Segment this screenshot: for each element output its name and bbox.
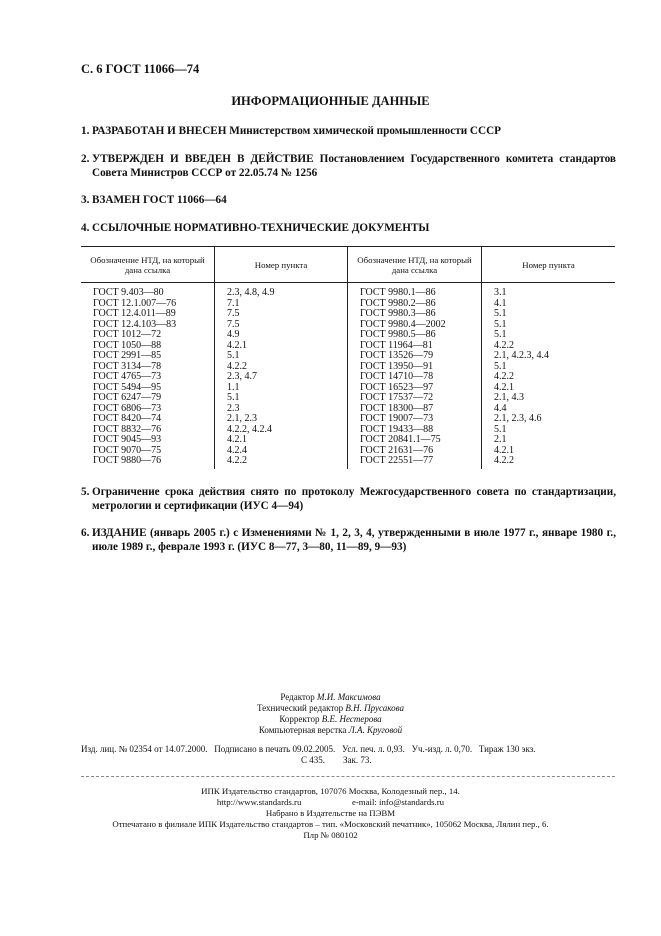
credit-line: Технический редактор В.Н. Прусакова <box>256 703 405 713</box>
table-row <box>81 320 615 331</box>
col-item-header: Номер пункта <box>482 247 616 283</box>
info-item-3 <box>81 193 616 207</box>
publishing-info <box>81 744 615 766</box>
item-number: 3. <box>81 194 90 206</box>
doc-cell: ГОСТ 4765—73 <box>81 372 215 383</box>
item-cell: 4.9 <box>215 330 348 341</box>
doc-cell: ГОСТ 22551—77 <box>348 456 482 469</box>
item-cell: 2.1 <box>494 434 507 445</box>
item-caption: УТВЕРЖДЕН И ВВЕДЕН В ДЕЙСТВИЕ <box>92 153 314 165</box>
item-text: (январь 2005 г.) с Изменениями № 1, 2, 3, 4, утвержденными в июле 1977 г., январе 1980 г., июле 1989 г., феврале 1993 г. (ИУС 8—77, 3—80, 11—89, 9—93) <box>92 527 616 553</box>
table-row <box>81 372 615 383</box>
item-number: 4. <box>81 222 90 234</box>
item-cell: 4.4 <box>494 402 507 414</box>
item-cell: 5.1 <box>494 329 507 340</box>
item-cell: 2.3, 4.7 <box>215 372 348 383</box>
item-cell: 4.2.2 <box>215 362 348 373</box>
doc-cell: ГОСТ 9880—76 <box>81 456 215 469</box>
doc-cell: ГОСТ 13526—79 <box>348 351 482 362</box>
doc-cell: ГОСТ 9070—75 <box>81 446 215 457</box>
item-cell: 4.2.4 <box>215 446 348 457</box>
table-row <box>81 435 615 446</box>
imprint-line: Плр № 080102 <box>303 830 358 840</box>
doc-cell: ГОСТ 13950—91 <box>348 362 482 373</box>
item-cell: 4.2.2 <box>494 455 514 466</box>
item-text: Министерством химической промышленности СССР <box>226 125 502 137</box>
item-cell: 2.1, 4.2.3, 4.4 <box>494 350 549 361</box>
imprint-footer <box>0 786 661 841</box>
col-doc-header: Обозначение НТД, на который дана ссылка <box>81 247 215 283</box>
references-table <box>81 246 615 469</box>
doc-cell: ГОСТ 6806—73 <box>81 404 215 415</box>
item-cell: 4.2.2, 4.2.4 <box>215 425 348 436</box>
table-row <box>81 362 615 373</box>
doc-cell: ГОСТ 9980.5—86 <box>348 330 482 341</box>
table-row <box>81 383 615 394</box>
doc-cell: ГОСТ 19007—73 <box>348 414 482 425</box>
item-cell: 5.1 <box>494 360 507 372</box>
item-number: 1. <box>81 125 90 137</box>
item-cell: 4.2.2 <box>215 456 348 469</box>
doc-cell: ГОСТ 1012—72 <box>81 330 215 341</box>
item-cell: 5.1 <box>215 351 348 362</box>
item-cell: 1.1 <box>215 383 348 394</box>
item-caption: РАЗРАБОТАН И ВНЕСЕН <box>92 125 227 137</box>
doc-cell: ГОСТ 1050—88 <box>81 341 215 352</box>
page-header: С. 6 ГОСТ 11066—74 <box>81 62 200 76</box>
doc-cell: ГОСТ 12.4.011—89 <box>81 309 215 320</box>
table-row <box>81 283 615 299</box>
info-item-1 <box>81 124 616 138</box>
item-text: Ограничение срока действия снято по протоколу Межгосударственного совета по стандартизации, метрологии и сертификации (ИУС 4—94) <box>92 486 616 512</box>
imprint-line: Отпечатано в филиале ИПК Издательство стандартов – тип. «Московский печатник», 105062 Москва, Лялин пер., 6. <box>112 819 549 829</box>
item-cell: 5.1 <box>494 308 507 319</box>
col-doc-header: Обозначение НТД, на который дана ссылка <box>348 247 482 283</box>
item-cell: 3.1 <box>494 287 507 298</box>
item-cell: 2.3 <box>215 404 348 415</box>
credit-line: Компьютерная верстка Л.А. Круговой <box>258 725 403 735</box>
doc-cell: ГОСТ 14710—78 <box>348 372 482 383</box>
doc-cell: ГОСТ 2991—85 <box>81 351 215 362</box>
dashed-divider <box>81 776 615 777</box>
doc-cell: ГОСТ 12.1.007—76 <box>81 299 215 310</box>
item-number: 6. <box>81 527 90 539</box>
table-body <box>81 283 615 469</box>
doc-cell: ГОСТ 6247—79 <box>81 393 215 404</box>
item-cell: 5.1 <box>494 318 507 330</box>
info-item-6 <box>81 526 616 554</box>
section-title: ИНФОРМАЦИОННЫЕ ДАННЫЕ <box>231 94 430 108</box>
imprint-line: ИПК Издательство стандартов, 107076 Москва, Колодезный пер., 14. <box>201 786 460 796</box>
info-item-2 <box>81 152 616 180</box>
item-cell: 2.1, 2.3, 4.6 <box>494 413 542 424</box>
item-text: Постановлением Государственного комитета стандартов Совета Министров СССР от 22.05.74 № 1256 <box>92 153 616 179</box>
item-cell: 4.2.1 <box>494 444 514 456</box>
item-number: 5. <box>81 486 90 498</box>
table-row <box>81 414 615 425</box>
publishing-line-2: С 435. Зак. 73. <box>301 755 372 765</box>
item-cell: 4.2.1 <box>215 435 348 446</box>
info-item-5 <box>81 485 616 513</box>
imprint-line: Набрано в Издательстве на ПЭВМ <box>265 808 396 818</box>
item-cell: 2.3, 4.8, 4.9 <box>215 283 348 299</box>
item-cell: 2.1, 4.3 <box>494 392 524 403</box>
item-caption: ССЫЛОЧНЫЕ НОРМАТИВНО-ТЕХНИЧЕСКИЕ ДОКУМЕНТЫ <box>92 222 430 234</box>
table-row <box>81 330 615 341</box>
publishing-line-1: Изд. лиц. № 02354 от 14.07.2000. Подписано в печать 09.02.2005. Усл. печ. л. 0,93. Уч.-изд. л. 0,70. Тираж 130 экз. <box>81 744 536 754</box>
item-cell: 4.2.2 <box>494 371 514 382</box>
table-row <box>81 456 615 469</box>
table-row <box>81 446 615 457</box>
table-row <box>81 393 615 404</box>
item-number: 2. <box>81 153 90 165</box>
item-cell: 4.2.2 <box>494 339 514 351</box>
doc-cell: ГОСТ 9980.2—86 <box>348 299 482 310</box>
doc-cell: ГОСТ 18300—87 <box>348 404 482 415</box>
doc-cell: ГОСТ 9980.3—86 <box>348 309 482 320</box>
col-item-header: Номер пункта <box>215 247 348 283</box>
doc-cell: ГОСТ 9045—93 <box>81 435 215 446</box>
table-row <box>81 309 615 320</box>
item-cell: 7.5 <box>215 320 348 331</box>
item-caption: ИЗДАНИЕ <box>92 527 147 539</box>
item-cell: 4.2.1 <box>215 341 348 352</box>
item-caption: ВЗАМЕН ГОСТ 11066—64 <box>92 194 227 206</box>
doc-cell: ГОСТ 5494—95 <box>81 383 215 394</box>
table-header-row <box>81 247 615 283</box>
table-row <box>81 351 615 362</box>
doc-cell: ГОСТ 17537—72 <box>348 393 482 404</box>
doc-cell: ГОСТ 9980.4—2002 <box>348 320 482 331</box>
doc-cell: ГОСТ 12.4.103—83 <box>81 320 215 331</box>
item-cell: 4.2.1 <box>494 381 514 393</box>
doc-cell: ГОСТ 9.403—80 <box>81 283 215 299</box>
credit-line: Корректор В.Е. Нестерова <box>279 714 382 724</box>
credits-block <box>0 692 661 736</box>
item-cell: 7.1 <box>215 299 348 310</box>
doc-cell: ГОСТ 3134—78 <box>81 362 215 373</box>
info-item-4 <box>81 221 616 235</box>
item-cell: 7.5 <box>215 309 348 320</box>
doc-cell: ГОСТ 19433—88 <box>348 425 482 436</box>
item-cell: 2.1, 2.3 <box>215 414 348 425</box>
imprint-line: http://www.standards.ru e-mail: info@standards.ru <box>216 797 445 807</box>
item-cell: 4.1 <box>494 297 507 309</box>
doc-cell: ГОСТ 9980.1—86 <box>348 283 482 299</box>
item-cell: 5.1 <box>494 423 507 435</box>
doc-cell: ГОСТ 8420—74 <box>81 414 215 425</box>
doc-cell: ГОСТ 8832—76 <box>81 425 215 436</box>
doc-cell: ГОСТ 21631—76 <box>348 446 482 457</box>
item-cell: 5.1 <box>215 393 348 404</box>
doc-cell: ГОСТ 16523—97 <box>348 383 482 394</box>
doc-cell: ГОСТ 11964—81 <box>348 341 482 352</box>
table-row <box>81 425 615 436</box>
credit-line: Редактор М.И. Максимова <box>280 692 381 702</box>
doc-cell: ГОСТ 20841.1—75 <box>348 435 482 446</box>
